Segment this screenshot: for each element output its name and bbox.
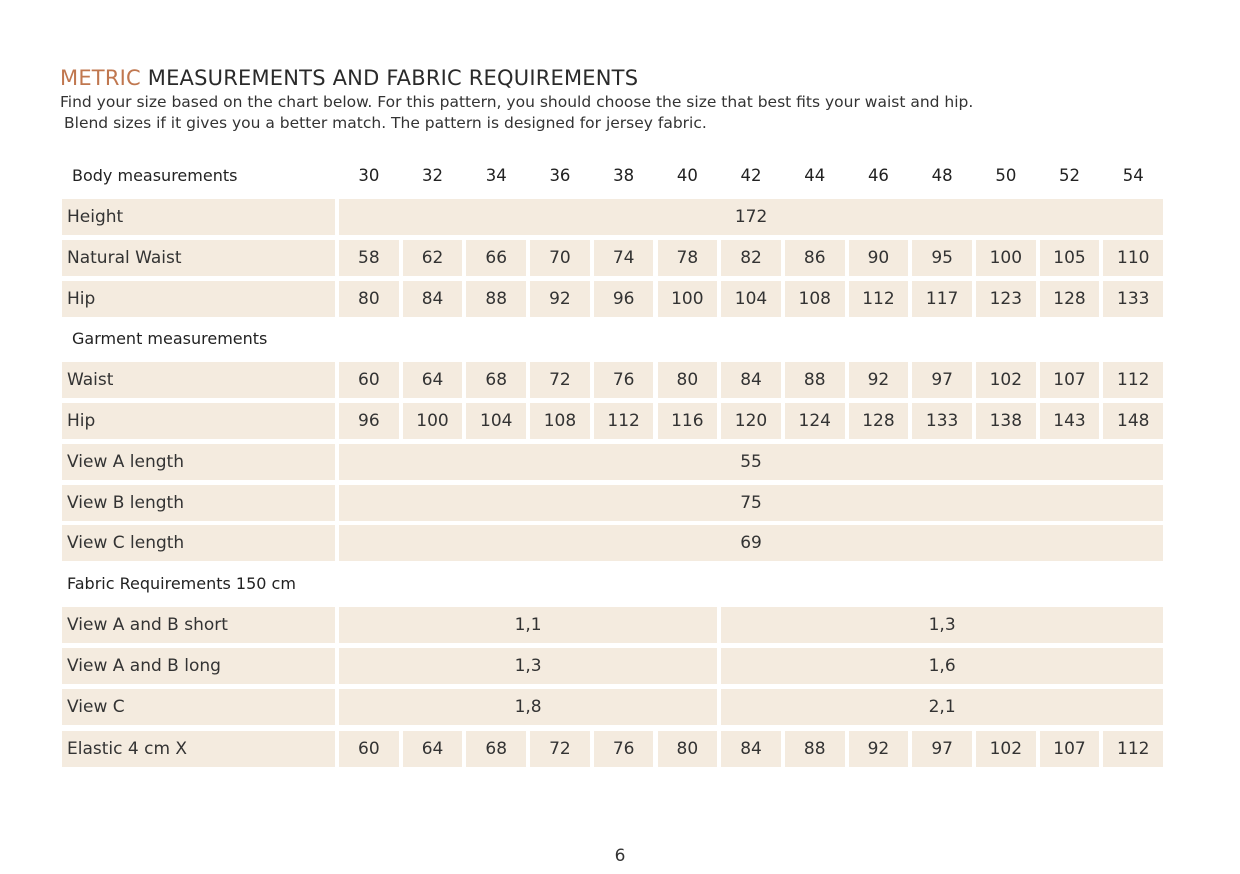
size-header: 52	[1059, 166, 1081, 185]
value-cell: 76	[594, 731, 654, 767]
subtitle-line-2: Blend sizes if it gives you a better match. The pattern is designed for jersey fabric.	[64, 114, 707, 132]
value-cell: 80	[339, 281, 399, 317]
value-cell: 133	[912, 403, 972, 439]
value-cell: 68	[466, 731, 526, 767]
value-cell: 92	[530, 281, 590, 317]
garment-heading-row	[62, 321, 1164, 357]
value-cell: 148	[1103, 403, 1163, 439]
row-hip-body	[62, 281, 1164, 317]
row-label: View A length	[62, 444, 335, 480]
row-label: Elastic 4 cm X	[62, 731, 335, 767]
value-cell: 84	[721, 362, 781, 398]
value-cell: 117	[912, 281, 972, 317]
row-fabric-ab-long	[62, 648, 1164, 684]
value-cell: 88	[785, 362, 845, 398]
value-cell: 86	[785, 240, 845, 276]
row-label: Natural Waist	[62, 240, 335, 276]
value-cell: 70	[530, 240, 590, 276]
value-cell: 80	[658, 362, 718, 398]
value-cell: 66	[466, 240, 526, 276]
value-cell: 80	[658, 731, 718, 767]
value-cell: 62	[403, 240, 463, 276]
value-cell: 92	[849, 731, 909, 767]
span-value-cell: 2,1	[721, 689, 1163, 725]
value-cell: 58	[339, 240, 399, 276]
value-cell: 100	[976, 240, 1036, 276]
value-cell: 123	[976, 281, 1036, 317]
span-value-cell: 1,6	[721, 648, 1163, 684]
row-fabric-c	[62, 689, 1164, 725]
value-cell: 90	[849, 240, 909, 276]
value-cell: 88	[785, 731, 845, 767]
value-cell: 64	[403, 731, 463, 767]
subtitle-line-1: Find your size based on the chart below. For this pattern, you should choose the size that best fits your waist and hip.	[60, 93, 974, 111]
span-value-cell: 75	[339, 485, 1163, 521]
value-cell: 88	[466, 281, 526, 317]
value-cell: 72	[530, 362, 590, 398]
value-cell: 112	[594, 403, 654, 439]
row-label: Waist	[62, 362, 335, 398]
row-elastic	[62, 731, 1164, 767]
row-hip-garment	[62, 403, 1164, 439]
span-value-cell: 1,3	[721, 607, 1163, 643]
value-cell: 143	[1040, 403, 1100, 439]
value-cell: 112	[1103, 731, 1163, 767]
row-view-a-length	[62, 444, 1164, 480]
section-heading-fabric: Fabric Requirements 150 cm	[67, 574, 296, 593]
value-cell: 104	[466, 403, 526, 439]
value-cell: 97	[912, 731, 972, 767]
value-cell: 84	[403, 281, 463, 317]
row-label: Hip	[62, 281, 335, 317]
span-value-cell: 172	[339, 199, 1163, 235]
value-cell: 116	[658, 403, 718, 439]
size-header: 42	[740, 166, 762, 185]
value-cell: 64	[403, 362, 463, 398]
span-value-cell: 1,1	[339, 607, 717, 643]
row-label: View C	[62, 689, 335, 725]
value-cell: 92	[849, 362, 909, 398]
size-header: 54	[1122, 166, 1144, 185]
section-heading-garment: Garment measurements	[72, 329, 268, 348]
value-cell: 107	[1040, 362, 1100, 398]
value-cell: 68	[466, 362, 526, 398]
row-label: View C length	[62, 525, 335, 561]
size-header: 36	[549, 166, 571, 185]
value-cell: 82	[721, 240, 781, 276]
value-cell: 96	[339, 403, 399, 439]
value-cell: 74	[594, 240, 654, 276]
span-value-cell: 69	[339, 525, 1163, 561]
value-cell: 95	[912, 240, 972, 276]
value-cell: 72	[530, 731, 590, 767]
value-cell: 60	[339, 362, 399, 398]
value-cell: 124	[785, 403, 845, 439]
page-header	[60, 64, 1180, 134]
row-label: View B length	[62, 485, 335, 521]
value-cell: 108	[785, 281, 845, 317]
subtitle	[60, 92, 1180, 134]
row-view-c-length	[62, 525, 1164, 561]
span-value-cell: 1,8	[339, 689, 717, 725]
value-cell: 133	[1103, 281, 1163, 317]
size-header: 32	[422, 166, 444, 185]
size-header: 48	[931, 166, 953, 185]
value-cell: 120	[721, 403, 781, 439]
fabric-heading-row	[62, 566, 1164, 602]
value-cell: 138	[976, 403, 1036, 439]
row-view-b-length	[62, 485, 1164, 521]
value-cell: 102	[976, 362, 1036, 398]
value-cell: 100	[658, 281, 718, 317]
value-cell: 78	[658, 240, 718, 276]
value-cell: 104	[721, 281, 781, 317]
size-header: 50	[995, 166, 1017, 185]
size-header: 34	[485, 166, 507, 185]
row-natural-waist	[62, 240, 1164, 276]
page-title	[60, 64, 1180, 92]
page-number: 6	[614, 846, 626, 866]
value-cell: 112	[1103, 362, 1163, 398]
value-cell: 97	[912, 362, 972, 398]
value-cell: 76	[594, 362, 654, 398]
section-heading-body: Body measurements	[72, 166, 238, 185]
value-cell: 102	[976, 731, 1036, 767]
size-header: 44	[804, 166, 826, 185]
size-header: 40	[676, 166, 698, 185]
value-cell: 128	[849, 403, 909, 439]
span-value-cell: 55	[339, 444, 1163, 480]
row-height	[62, 199, 1164, 235]
size-header: 30	[358, 166, 380, 185]
row-label: View A and B short	[62, 607, 335, 643]
value-cell: 105	[1040, 240, 1100, 276]
row-fabric-ab-short	[62, 607, 1164, 643]
size-header: 38	[613, 166, 635, 185]
value-cell: 107	[1040, 731, 1100, 767]
size-header: 46	[867, 166, 889, 185]
value-cell: 128	[1040, 281, 1100, 317]
value-cell: 100	[403, 403, 463, 439]
row-label: Height	[62, 199, 335, 235]
row-label: Hip	[62, 403, 335, 439]
row-waist-garment	[62, 362, 1164, 398]
span-value-cell: 1,3	[339, 648, 717, 684]
row-label: View A and B long	[62, 648, 335, 684]
value-cell: 84	[721, 731, 781, 767]
value-cell: 60	[339, 731, 399, 767]
value-cell: 112	[849, 281, 909, 317]
title-rest: MEASUREMENTS AND FABRIC REQUIREMENTS	[140, 66, 639, 90]
title-accent: METRIC	[60, 66, 141, 90]
size-header-row	[62, 158, 1164, 194]
value-cell: 110	[1103, 240, 1163, 276]
value-cell: 108	[530, 403, 590, 439]
value-cell: 96	[594, 281, 654, 317]
